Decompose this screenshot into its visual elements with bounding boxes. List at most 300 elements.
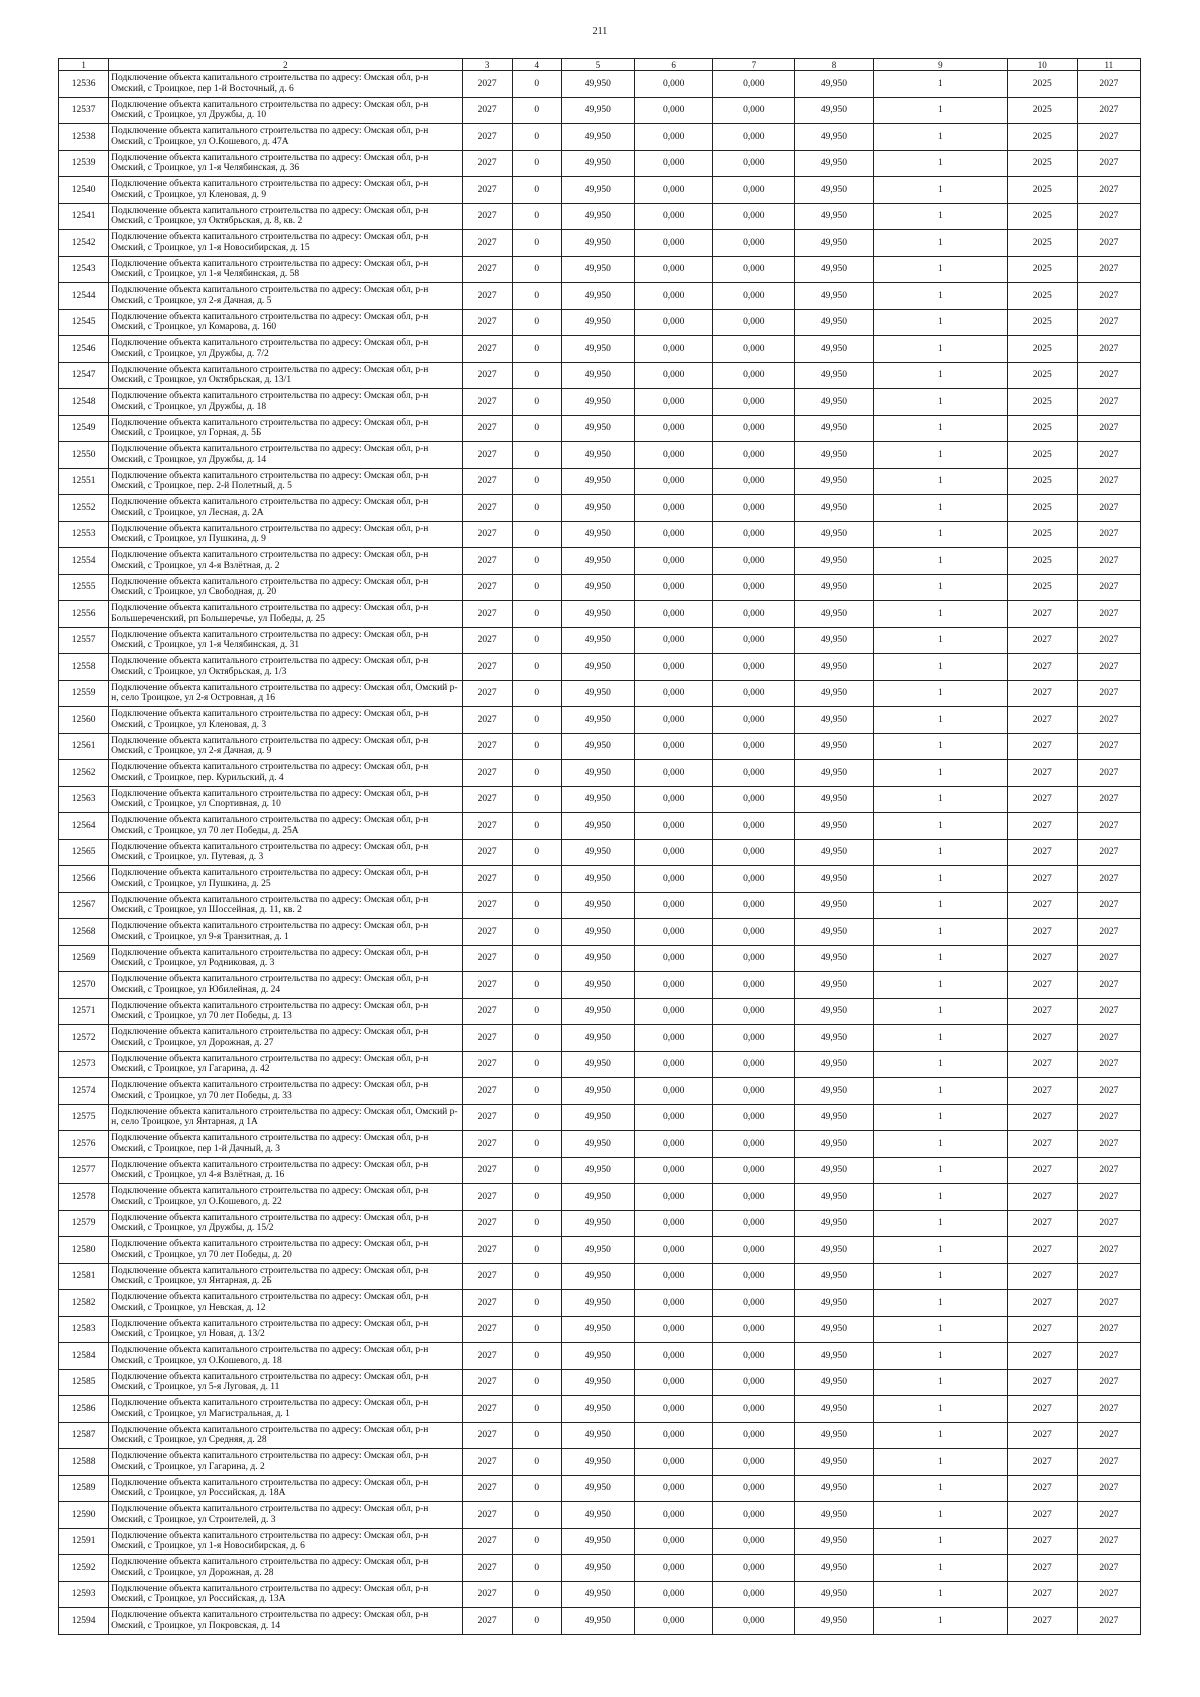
object-description: Подключение объекта капитального строительства по адресу: Омская обл, р-н Омский, с Троицкое, ул Янтарная, д. 2Б	[109, 1263, 462, 1290]
col-11-end-year: 2027	[1077, 309, 1140, 336]
col-11-end-year: 2027	[1077, 945, 1140, 972]
col-8-amount: 49,950	[795, 998, 874, 1025]
table-row	[59, 1369, 1141, 1396]
col-4-value: 0	[512, 866, 561, 893]
col-6-amount: 0,000	[634, 283, 713, 310]
col-10-start-year: 2027	[1007, 1290, 1077, 1317]
col-7-amount: 0,000	[713, 1131, 795, 1158]
col-5-amount: 49,950	[561, 1104, 634, 1131]
col-7-amount: 0,000	[713, 574, 795, 601]
col-5-amount: 49,950	[561, 1157, 634, 1184]
col-9-count: 1	[873, 256, 1007, 283]
col-4-value: 0	[512, 1475, 561, 1502]
col-10-start-year: 2025	[1007, 230, 1077, 257]
col-9-count: 1	[873, 866, 1007, 893]
col-5-amount: 49,950	[561, 1581, 634, 1608]
col-9-count: 1	[873, 1343, 1007, 1370]
col-8-amount: 49,950	[795, 601, 874, 628]
col-4-value: 0	[512, 362, 561, 389]
col-7-amount: 0,000	[713, 230, 795, 257]
col-6-amount: 0,000	[634, 1396, 713, 1423]
col-10-start-year: 2025	[1007, 256, 1077, 283]
column-number-4: 4	[512, 59, 561, 71]
col-4-value: 0	[512, 1396, 561, 1423]
col-7-amount: 0,000	[713, 1555, 795, 1582]
col-4-value: 0	[512, 919, 561, 946]
col-9-count: 1	[873, 1210, 1007, 1237]
col-8-amount: 49,950	[795, 256, 874, 283]
col-10-start-year: 2027	[1007, 1343, 1077, 1370]
col-5-amount: 49,950	[561, 1608, 634, 1635]
col-10-start-year: 2027	[1007, 760, 1077, 787]
col-5-amount: 49,950	[561, 336, 634, 363]
object-description: Подключение объекта капитального строительства по адресу: Омская обл, р-н Омский, с Троицкое, ул 70 лет Победы, д. 13	[109, 998, 462, 1025]
col-5-amount: 49,950	[561, 283, 634, 310]
col-9-count: 1	[873, 1581, 1007, 1608]
object-description: Подключение объекта капитального строительства по адресу: Омская обл, р-н Омский, с Троицкое, ул О.Кошевого, д. 47А	[109, 124, 462, 151]
col-6-amount: 0,000	[634, 1184, 713, 1211]
col-6-amount: 0,000	[634, 1581, 713, 1608]
col-9-count: 1	[873, 177, 1007, 204]
col-9-count: 1	[873, 283, 1007, 310]
object-description: Подключение объекта капитального строительства по адресу: Омская обл, р-н Омский, с Троицкое, ул 1-я Челябинская, д. 36	[109, 150, 462, 177]
col-4-value: 0	[512, 1263, 561, 1290]
col-7-amount: 0,000	[713, 839, 795, 866]
col-10-start-year: 2027	[1007, 1131, 1077, 1158]
col-11-end-year: 2027	[1077, 1184, 1140, 1211]
col-8-amount: 49,950	[795, 468, 874, 495]
table-row	[59, 468, 1141, 495]
table-row	[59, 733, 1141, 760]
col-11-end-year: 2027	[1077, 97, 1140, 124]
col-3-year: 2027	[462, 442, 512, 469]
col-8-amount: 49,950	[795, 521, 874, 548]
col-8-amount: 49,950	[795, 1131, 874, 1158]
col-11-end-year: 2027	[1077, 972, 1140, 999]
col-3-year: 2027	[462, 733, 512, 760]
column-number-6: 6	[634, 59, 713, 71]
col-7-amount: 0,000	[713, 1581, 795, 1608]
col-6-amount: 0,000	[634, 309, 713, 336]
table-row	[59, 1131, 1141, 1158]
col-9-count: 1	[873, 654, 1007, 681]
col-6-amount: 0,000	[634, 442, 713, 469]
object-description: Подключение объекта капитального строительства по адресу: Омская обл, р-н Омский, с Троицкое, пер 1-й Восточный, д. 6	[109, 71, 462, 98]
column-number-3: 3	[462, 59, 512, 71]
col-5-amount: 49,950	[561, 1025, 634, 1052]
row-number: 12560	[59, 707, 109, 734]
table-row	[59, 1555, 1141, 1582]
col-10-start-year: 2027	[1007, 1184, 1077, 1211]
col-6-amount: 0,000	[634, 972, 713, 999]
object-description: Подключение объекта капитального строительства по адресу: Омская обл, р-н Омский, с Троицкое, ул Лесная, д. 2А	[109, 495, 462, 522]
col-4-value: 0	[512, 998, 561, 1025]
object-description: Подключение объекта капитального строительства по адресу: Омская обл, р-н Омский, с Троицкое, ул Российская, д. 13А	[109, 1581, 462, 1608]
col-3-year: 2027	[462, 1051, 512, 1078]
col-5-amount: 49,950	[561, 1555, 634, 1582]
col-10-start-year: 2027	[1007, 601, 1077, 628]
object-description: Подключение объекта капитального строительства по адресу: Омская обл, р-н Омский, с Троицкое, ул Пушкина, д. 25	[109, 866, 462, 893]
table-row	[59, 1104, 1141, 1131]
row-number: 12587	[59, 1422, 109, 1449]
col-4-value: 0	[512, 972, 561, 999]
table-row	[59, 919, 1141, 946]
col-9-count: 1	[873, 1396, 1007, 1423]
column-number-7: 7	[713, 59, 795, 71]
col-7-amount: 0,000	[713, 1237, 795, 1264]
col-11-end-year: 2027	[1077, 415, 1140, 442]
col-10-start-year: 2027	[1007, 1263, 1077, 1290]
col-8-amount: 49,950	[795, 1237, 874, 1264]
object-description: Подключение объекта капитального строительства по адресу: Омская обл, р-н Омский, с Троицкое, ул Дружбы, д. 18	[109, 389, 462, 416]
object-description: Подключение объекта капитального строительства по адресу: Омская обл, р-н Омский, с Троицкое, ул Дружбы, д. 15/2	[109, 1210, 462, 1237]
col-11-end-year: 2027	[1077, 1025, 1140, 1052]
col-6-amount: 0,000	[634, 707, 713, 734]
col-4-value: 0	[512, 309, 561, 336]
col-7-amount: 0,000	[713, 786, 795, 813]
col-10-start-year: 2027	[1007, 654, 1077, 681]
object-description: Подключение объекта капитального строительства по адресу: Омская обл, р-н Омский, с Троицкое, ул. Путевая, д. 3	[109, 839, 462, 866]
col-10-start-year: 2025	[1007, 97, 1077, 124]
col-5-amount: 49,950	[561, 786, 634, 813]
col-11-end-year: 2027	[1077, 495, 1140, 522]
col-8-amount: 49,950	[795, 680, 874, 707]
col-8-amount: 49,950	[795, 336, 874, 363]
col-6-amount: 0,000	[634, 1078, 713, 1105]
col-5-amount: 49,950	[561, 203, 634, 230]
col-6-amount: 0,000	[634, 839, 713, 866]
row-number: 12551	[59, 468, 109, 495]
object-description: Подключение объекта капитального строительства по адресу: Омская обл, р-н Омский, с Троицкое, ул 2-я Дачная, д. 5	[109, 283, 462, 310]
col-9-count: 1	[873, 1316, 1007, 1343]
col-5-amount: 49,950	[561, 1449, 634, 1476]
object-description: Подключение объекта капитального строительства по адресу: Омская обл, р-н Омский, с Троицкое, ул Спортивная, д. 10	[109, 786, 462, 813]
object-description: Подключение объекта капитального строительства по адресу: Омская обл, р-н Омский, с Троицкое, ул Новая, д. 13/2	[109, 1316, 462, 1343]
col-11-end-year: 2027	[1077, 71, 1140, 98]
table-row	[59, 389, 1141, 416]
table-row	[59, 1396, 1141, 1423]
col-11-end-year: 2027	[1077, 1528, 1140, 1555]
row-number: 12565	[59, 839, 109, 866]
col-8-amount: 49,950	[795, 1502, 874, 1529]
row-number: 12573	[59, 1051, 109, 1078]
col-4-value: 0	[512, 415, 561, 442]
col-4-value: 0	[512, 203, 561, 230]
row-number: 12539	[59, 150, 109, 177]
col-6-amount: 0,000	[634, 1157, 713, 1184]
col-3-year: 2027	[462, 1369, 512, 1396]
col-8-amount: 49,950	[795, 97, 874, 124]
col-3-year: 2027	[462, 336, 512, 363]
col-10-start-year: 2027	[1007, 1025, 1077, 1052]
col-5-amount: 49,950	[561, 71, 634, 98]
col-9-count: 1	[873, 124, 1007, 151]
column-number-5: 5	[561, 59, 634, 71]
col-10-start-year: 2025	[1007, 124, 1077, 151]
col-4-value: 0	[512, 892, 561, 919]
col-11-end-year: 2027	[1077, 1051, 1140, 1078]
col-10-start-year: 2027	[1007, 972, 1077, 999]
col-4-value: 0	[512, 336, 561, 363]
col-7-amount: 0,000	[713, 972, 795, 999]
col-7-amount: 0,000	[713, 203, 795, 230]
col-6-amount: 0,000	[634, 1290, 713, 1317]
col-10-start-year: 2025	[1007, 336, 1077, 363]
col-4-value: 0	[512, 1237, 561, 1264]
col-3-year: 2027	[462, 362, 512, 389]
col-8-amount: 49,950	[795, 415, 874, 442]
col-4-value: 0	[512, 1184, 561, 1211]
object-description: Подключение объекта капитального строительства по адресу: Омская обл, р-н Омский, с Троицкое, ул Горная, д. 5Б	[109, 415, 462, 442]
object-description: Подключение объекта капитального строительства по адресу: Омская обл, р-н Омский, с Троицкое, ул Кленовая, д. 9	[109, 177, 462, 204]
col-3-year: 2027	[462, 1502, 512, 1529]
col-6-amount: 0,000	[634, 1237, 713, 1264]
object-description: Подключение объекта капитального строительства по адресу: Омская обл, р-н Омский, с Троицкое, пер 1-й Дачный, д. 3	[109, 1131, 462, 1158]
col-11-end-year: 2027	[1077, 1131, 1140, 1158]
col-6-amount: 0,000	[634, 230, 713, 257]
col-11-end-year: 2027	[1077, 680, 1140, 707]
col-4-value: 0	[512, 627, 561, 654]
col-8-amount: 49,950	[795, 71, 874, 98]
object-description: Подключение объекта капитального строительства по адресу: Омская обл, р-н Омский, с Троицкое, ул Строителей, д. 3	[109, 1502, 462, 1529]
object-description: Подключение объекта капитального строительства по адресу: Омская обл, р-н Омский, с Троицкое, пер. 2-й Полетный, д. 5	[109, 468, 462, 495]
col-10-start-year: 2027	[1007, 866, 1077, 893]
col-10-start-year: 2027	[1007, 1316, 1077, 1343]
col-9-count: 1	[873, 1502, 1007, 1529]
object-description: Подключение объекта капитального строительства по адресу: Омская обл, р-н Омский, с Троицкое, ул Юбилейная, д. 24	[109, 972, 462, 999]
col-3-year: 2027	[462, 1475, 512, 1502]
col-7-amount: 0,000	[713, 1104, 795, 1131]
row-number: 12562	[59, 760, 109, 787]
table-row	[59, 1184, 1141, 1211]
row-number: 12591	[59, 1528, 109, 1555]
col-10-start-year: 2027	[1007, 919, 1077, 946]
col-9-count: 1	[873, 1528, 1007, 1555]
col-8-amount: 49,950	[795, 1078, 874, 1105]
col-5-amount: 49,950	[561, 654, 634, 681]
col-4-value: 0	[512, 1104, 561, 1131]
object-description: Подключение объекта капитального строительства по адресу: Омская обл, р-н Омский, с Троицкое, ул О.Кошевого, д. 18	[109, 1343, 462, 1370]
col-10-start-year: 2027	[1007, 1581, 1077, 1608]
col-4-value: 0	[512, 256, 561, 283]
col-11-end-year: 2027	[1077, 1316, 1140, 1343]
col-5-amount: 49,950	[561, 998, 634, 1025]
col-5-amount: 49,950	[561, 177, 634, 204]
col-3-year: 2027	[462, 945, 512, 972]
col-4-value: 0	[512, 1078, 561, 1105]
row-number: 12577	[59, 1157, 109, 1184]
col-10-start-year: 2025	[1007, 150, 1077, 177]
col-7-amount: 0,000	[713, 1343, 795, 1370]
col-3-year: 2027	[462, 998, 512, 1025]
column-number-1: 1	[59, 59, 109, 71]
table-row	[59, 707, 1141, 734]
col-9-count: 1	[873, 1157, 1007, 1184]
col-3-year: 2027	[462, 1290, 512, 1317]
col-5-amount: 49,950	[561, 945, 634, 972]
col-11-end-year: 2027	[1077, 1157, 1140, 1184]
table-row	[59, 574, 1141, 601]
col-6-amount: 0,000	[634, 1263, 713, 1290]
col-8-amount: 49,950	[795, 945, 874, 972]
col-8-amount: 49,950	[795, 1396, 874, 1423]
col-11-end-year: 2027	[1077, 866, 1140, 893]
col-11-end-year: 2027	[1077, 124, 1140, 151]
col-3-year: 2027	[462, 521, 512, 548]
row-number: 12558	[59, 654, 109, 681]
col-11-end-year: 2027	[1077, 1475, 1140, 1502]
col-11-end-year: 2027	[1077, 468, 1140, 495]
col-4-value: 0	[512, 1343, 561, 1370]
col-8-amount: 49,950	[795, 892, 874, 919]
col-4-value: 0	[512, 442, 561, 469]
col-7-amount: 0,000	[713, 945, 795, 972]
col-9-count: 1	[873, 1475, 1007, 1502]
col-3-year: 2027	[462, 1555, 512, 1582]
col-7-amount: 0,000	[713, 97, 795, 124]
col-9-count: 1	[873, 468, 1007, 495]
row-number: 12568	[59, 919, 109, 946]
col-6-amount: 0,000	[634, 1555, 713, 1582]
row-number: 12550	[59, 442, 109, 469]
object-description: Подключение объекта капитального строительства по адресу: Омская обл, р-н Омский, с Троицкое, ул 1-я Новосибирская, д. 6	[109, 1528, 462, 1555]
row-number: 12557	[59, 627, 109, 654]
col-7-amount: 0,000	[713, 1528, 795, 1555]
col-10-start-year: 2025	[1007, 574, 1077, 601]
row-number: 12540	[59, 177, 109, 204]
col-3-year: 2027	[462, 1263, 512, 1290]
col-11-end-year: 2027	[1077, 574, 1140, 601]
col-10-start-year: 2025	[1007, 468, 1077, 495]
col-3-year: 2027	[462, 1581, 512, 1608]
row-number: 12561	[59, 733, 109, 760]
col-6-amount: 0,000	[634, 1051, 713, 1078]
table-row	[59, 97, 1141, 124]
col-5-amount: 49,950	[561, 1316, 634, 1343]
col-6-amount: 0,000	[634, 1210, 713, 1237]
col-10-start-year: 2027	[1007, 707, 1077, 734]
col-8-amount: 49,950	[795, 1025, 874, 1052]
col-4-value: 0	[512, 654, 561, 681]
row-number: 12559	[59, 680, 109, 707]
object-description: Подключение объекта капитального строительства по адресу: Омская обл, р-н Омский, с Троицкое, ул 1-я Челябинская, д. 31	[109, 627, 462, 654]
table-row	[59, 1449, 1141, 1476]
col-10-start-year: 2027	[1007, 998, 1077, 1025]
col-11-end-year: 2027	[1077, 839, 1140, 866]
row-number: 12567	[59, 892, 109, 919]
table-row	[59, 866, 1141, 893]
col-6-amount: 0,000	[634, 1131, 713, 1158]
col-7-amount: 0,000	[713, 362, 795, 389]
col-5-amount: 49,950	[561, 548, 634, 575]
row-number: 12546	[59, 336, 109, 363]
col-8-amount: 49,950	[795, 283, 874, 310]
col-11-end-year: 2027	[1077, 1396, 1140, 1423]
col-6-amount: 0,000	[634, 203, 713, 230]
row-number: 12581	[59, 1263, 109, 1290]
col-6-amount: 0,000	[634, 945, 713, 972]
table-row	[59, 1237, 1141, 1264]
col-11-end-year: 2027	[1077, 442, 1140, 469]
col-6-amount: 0,000	[634, 548, 713, 575]
col-6-amount: 0,000	[634, 256, 713, 283]
col-8-amount: 49,950	[795, 1422, 874, 1449]
col-10-start-year: 2027	[1007, 1104, 1077, 1131]
row-number: 12572	[59, 1025, 109, 1052]
col-6-amount: 0,000	[634, 495, 713, 522]
col-6-amount: 0,000	[634, 892, 713, 919]
col-8-amount: 49,950	[795, 1104, 874, 1131]
col-3-year: 2027	[462, 71, 512, 98]
col-10-start-year: 2027	[1007, 786, 1077, 813]
table-row	[59, 1475, 1141, 1502]
column-number-10: 10	[1007, 59, 1077, 71]
col-5-amount: 49,950	[561, 415, 634, 442]
row-number: 12544	[59, 283, 109, 310]
col-8-amount: 49,950	[795, 786, 874, 813]
col-9-count: 1	[873, 1237, 1007, 1264]
col-11-end-year: 2027	[1077, 1263, 1140, 1290]
col-9-count: 1	[873, 892, 1007, 919]
col-6-amount: 0,000	[634, 1449, 713, 1476]
col-4-value: 0	[512, 839, 561, 866]
col-9-count: 1	[873, 627, 1007, 654]
col-9-count: 1	[873, 1555, 1007, 1582]
col-11-end-year: 2027	[1077, 521, 1140, 548]
col-6-amount: 0,000	[634, 1475, 713, 1502]
col-5-amount: 49,950	[561, 230, 634, 257]
col-3-year: 2027	[462, 150, 512, 177]
col-7-amount: 0,000	[713, 1475, 795, 1502]
col-4-value: 0	[512, 1555, 561, 1582]
row-number: 12537	[59, 97, 109, 124]
table-row	[59, 124, 1141, 151]
col-3-year: 2027	[462, 654, 512, 681]
col-4-value: 0	[512, 601, 561, 628]
col-4-value: 0	[512, 97, 561, 124]
col-7-amount: 0,000	[713, 998, 795, 1025]
col-6-amount: 0,000	[634, 521, 713, 548]
col-8-amount: 49,950	[795, 1449, 874, 1476]
col-5-amount: 49,950	[561, 97, 634, 124]
col-9-count: 1	[873, 760, 1007, 787]
col-6-amount: 0,000	[634, 1369, 713, 1396]
col-11-end-year: 2027	[1077, 336, 1140, 363]
col-11-end-year: 2027	[1077, 733, 1140, 760]
object-description: Подключение объекта капитального строительства по адресу: Омская обл, р-н Омский, с Троицкое, ул О.Кошевого, д. 22	[109, 1184, 462, 1211]
col-7-amount: 0,000	[713, 309, 795, 336]
table-row	[59, 230, 1141, 257]
col-3-year: 2027	[462, 468, 512, 495]
table-row	[59, 1608, 1141, 1635]
col-9-count: 1	[873, 1290, 1007, 1317]
object-description: Подключение объекта капитального строительства по адресу: Омская обл, р-н Омский, с Троицкое, ул Октябрьская, д. 1/3	[109, 654, 462, 681]
row-number: 12543	[59, 256, 109, 283]
col-6-amount: 0,000	[634, 124, 713, 151]
col-6-amount: 0,000	[634, 680, 713, 707]
table-row	[59, 283, 1141, 310]
col-3-year: 2027	[462, 707, 512, 734]
row-number: 12554	[59, 548, 109, 575]
object-description: Подключение объекта капитального строительства по адресу: Омская обл, р-н Омский, с Троицкое, ул Гагарина, д. 42	[109, 1051, 462, 1078]
col-5-amount: 49,950	[561, 521, 634, 548]
col-8-amount: 49,950	[795, 574, 874, 601]
col-10-start-year: 2025	[1007, 362, 1077, 389]
object-description: Подключение объекта капитального строительства по адресу: Омская обл, р-н Омский, с Троицкое, ул Дружбы, д. 14	[109, 442, 462, 469]
col-9-count: 1	[873, 150, 1007, 177]
object-description: Подключение объекта капитального строительства по адресу: Омская обл, р-н Омский, с Троицкое, ул Комарова, д. 160	[109, 309, 462, 336]
column-number-9: 9	[873, 59, 1007, 71]
